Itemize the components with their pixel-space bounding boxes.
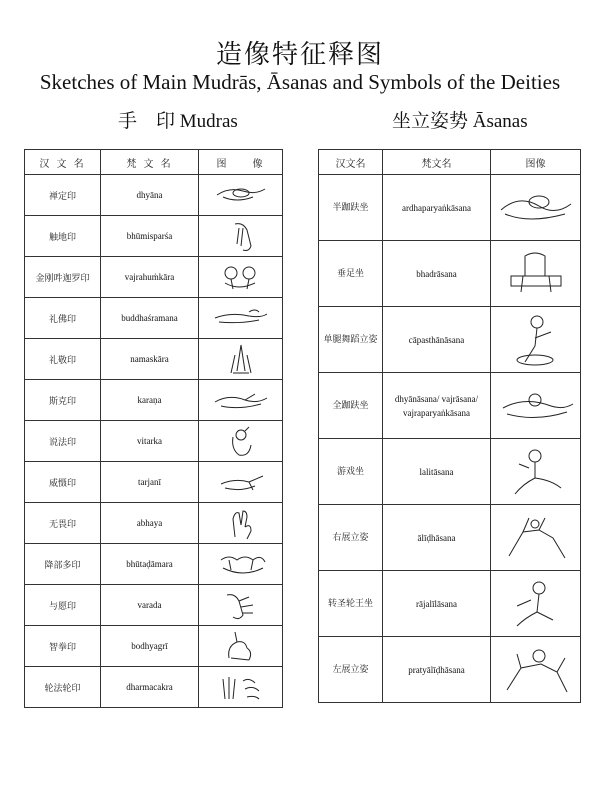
mudra-sanskrit-name: dhyāna [101, 175, 199, 216]
asana-row [319, 307, 581, 373]
abhaya-mudra-sketch [209, 505, 273, 541]
asana-image-cell [491, 175, 581, 241]
mudra-row [25, 462, 283, 503]
mudra-image-cell [199, 175, 283, 216]
mudra-image-cell [199, 380, 283, 421]
asana-image-cell [491, 571, 581, 637]
asana-chinese-name: 半跏趺坐 [319, 175, 383, 241]
mudra-chinese-name: 说法印 [25, 421, 101, 462]
asana-sanskrit-name: lalitāsana [383, 439, 491, 505]
alidhasana-sketch [495, 510, 577, 566]
tarjani-mudra-sketch [209, 464, 273, 500]
mudra-image-cell [199, 298, 283, 339]
vitarka-mudra-sketch [209, 423, 273, 459]
mudra-row [25, 175, 283, 216]
mudra-row [25, 626, 283, 667]
mudra-image-cell [199, 544, 283, 585]
bodhyagri-mudra-sketch [209, 628, 273, 664]
mudras-table [24, 149, 283, 708]
asana-image-cell [491, 505, 581, 571]
mudra-row [25, 585, 283, 626]
asana-sanskrit-name: rājalīlāsana [383, 571, 491, 637]
mudras-col-sanskrit: 梵 文 名 [101, 150, 199, 175]
mudra-image-cell [199, 626, 283, 667]
mudra-chinese-name: 礼佛印 [25, 298, 101, 339]
mudras-header-row [25, 150, 283, 175]
asana-chinese-name: 转圣轮王坐 [319, 571, 383, 637]
page-title-chinese: 造像特征释图 [215, 40, 384, 70]
mudra-sanskrit-name: bhūtaḍāmara [101, 544, 199, 585]
page-title-english: Sketches of Main Mudrās, Āsanas and Symbols of the Deities [39, 70, 561, 94]
capasthanasana-sketch [495, 312, 577, 368]
vajrahumkara-mudra-sketch [209, 259, 273, 295]
buddhashramana-mudra-sketch [209, 300, 273, 336]
asanas-col-image: 图像 [491, 150, 581, 175]
mudra-chinese-name: 轮法轮印 [25, 667, 101, 708]
mudra-sanskrit-name: vitarka [101, 421, 199, 462]
mudra-row [25, 216, 283, 257]
namaskara-mudra-sketch [209, 341, 273, 377]
mudra-chinese-name: 降部多印 [25, 544, 101, 585]
mudra-chinese-name: 禅定印 [25, 175, 101, 216]
asana-row [319, 175, 581, 241]
mudra-chinese-name: 威慑印 [25, 462, 101, 503]
mudra-image-cell [199, 462, 283, 503]
ardhaparyankasana-sketch [495, 180, 577, 236]
asana-chinese-name: 游戏坐 [319, 439, 383, 505]
mudra-sanskrit-name: abhaya [101, 503, 199, 544]
mudra-sanskrit-name: bhūmisparśa [101, 216, 199, 257]
mudra-row [25, 339, 283, 380]
asana-row [319, 571, 581, 637]
asana-sanskrit-name: cāpasthānāsana [383, 307, 491, 373]
asana-row [319, 373, 581, 439]
mudra-image-cell [199, 667, 283, 708]
mudras-col-chinese: 汉 文 名 [25, 150, 101, 175]
bhutadamara-mudra-sketch [209, 546, 273, 582]
dharmacakra-mudra-sketch [209, 669, 273, 705]
mudra-row [25, 298, 283, 339]
asana-sanskrit-name: bhadrāsana [383, 241, 491, 307]
mudra-sanskrit-name: karaṇa [101, 380, 199, 421]
mudra-chinese-name: 无畏印 [25, 503, 101, 544]
mudra-image-cell [199, 503, 283, 544]
asana-image-cell [491, 439, 581, 505]
asana-chinese-name: 左展立姿 [319, 637, 383, 703]
asana-image-cell [491, 373, 581, 439]
karana-mudra-sketch [209, 382, 273, 418]
asanas-col-sanskrit: 梵文名 [383, 150, 491, 175]
lalitasana-sketch [495, 444, 577, 500]
asana-image-cell [491, 241, 581, 307]
mudra-sanskrit-name: vajrahuṁkāra [101, 257, 199, 298]
mudras-col-image: 图 像 [199, 150, 283, 175]
asana-row [319, 439, 581, 505]
asana-row [319, 241, 581, 307]
mudra-image-cell [199, 216, 283, 257]
mudra-chinese-name: 斯克印 [25, 380, 101, 421]
asanas-table [318, 149, 581, 703]
mudra-chinese-name: 智拳印 [25, 626, 101, 667]
bhumisparsha-mudra-sketch [209, 218, 273, 254]
mudra-row [25, 503, 283, 544]
asana-image-cell [491, 307, 581, 373]
mudra-image-cell [199, 257, 283, 298]
mudra-image-cell [199, 339, 283, 380]
dhyanasana-sketch [495, 378, 577, 434]
mudra-chinese-name: 与愿印 [25, 585, 101, 626]
mudra-sanskrit-name: tarjanī [101, 462, 199, 503]
mudras-section-title: 手 印 Mudras [118, 111, 238, 132]
mudra-sanskrit-name: dharmacakra [101, 667, 199, 708]
mudra-image-cell [199, 585, 283, 626]
asana-sanskrit-name: dhyānāsana/ vajrāsana/ vajraparyaṅkāsana [383, 373, 491, 439]
mudra-sanskrit-name: buddhaśramana [101, 298, 199, 339]
mudra-sanskrit-name: namaskāra [101, 339, 199, 380]
dhyana-mudra-sketch [209, 177, 273, 213]
bhadrasana-sketch [495, 246, 577, 302]
asanas-section-title: 坐立姿势 Āsanas [392, 111, 528, 132]
mudra-sanskrit-name: varada [101, 585, 199, 626]
mudra-chinese-name: 金刚吽迦罗印 [25, 257, 101, 298]
asana-chinese-name: 右展立姿 [319, 505, 383, 571]
mudra-chinese-name: 礼敬印 [25, 339, 101, 380]
asana-row [319, 505, 581, 571]
asana-row [319, 637, 581, 703]
mudra-row [25, 421, 283, 462]
asana-sanskrit-name: pratyālīḍhāsana [383, 637, 491, 703]
mudra-sanskrit-name: bodhyagrī [101, 626, 199, 667]
mudra-image-cell [199, 421, 283, 462]
asana-sanskrit-name: ālīḍhāsana [383, 505, 491, 571]
varada-mudra-sketch [209, 587, 273, 623]
asanas-col-chinese: 汉文名 [319, 150, 383, 175]
asana-chinese-name: 垂足坐 [319, 241, 383, 307]
mudra-row [25, 257, 283, 298]
asana-sanskrit-name: ardhaparyaṅkāsana [383, 175, 491, 241]
asanas-header-row [319, 150, 581, 175]
asana-image-cell [491, 637, 581, 703]
mudra-chinese-name: 触地印 [25, 216, 101, 257]
asana-chinese-name: 全跏趺坐 [319, 373, 383, 439]
pratyalidhasana-sketch [495, 642, 577, 698]
mudra-row [25, 380, 283, 421]
asana-chinese-name: 单腿舞蹈立姿 [319, 307, 383, 373]
rajalilasana-sketch [495, 576, 577, 632]
mudra-row [25, 544, 283, 585]
mudra-row [25, 667, 283, 708]
